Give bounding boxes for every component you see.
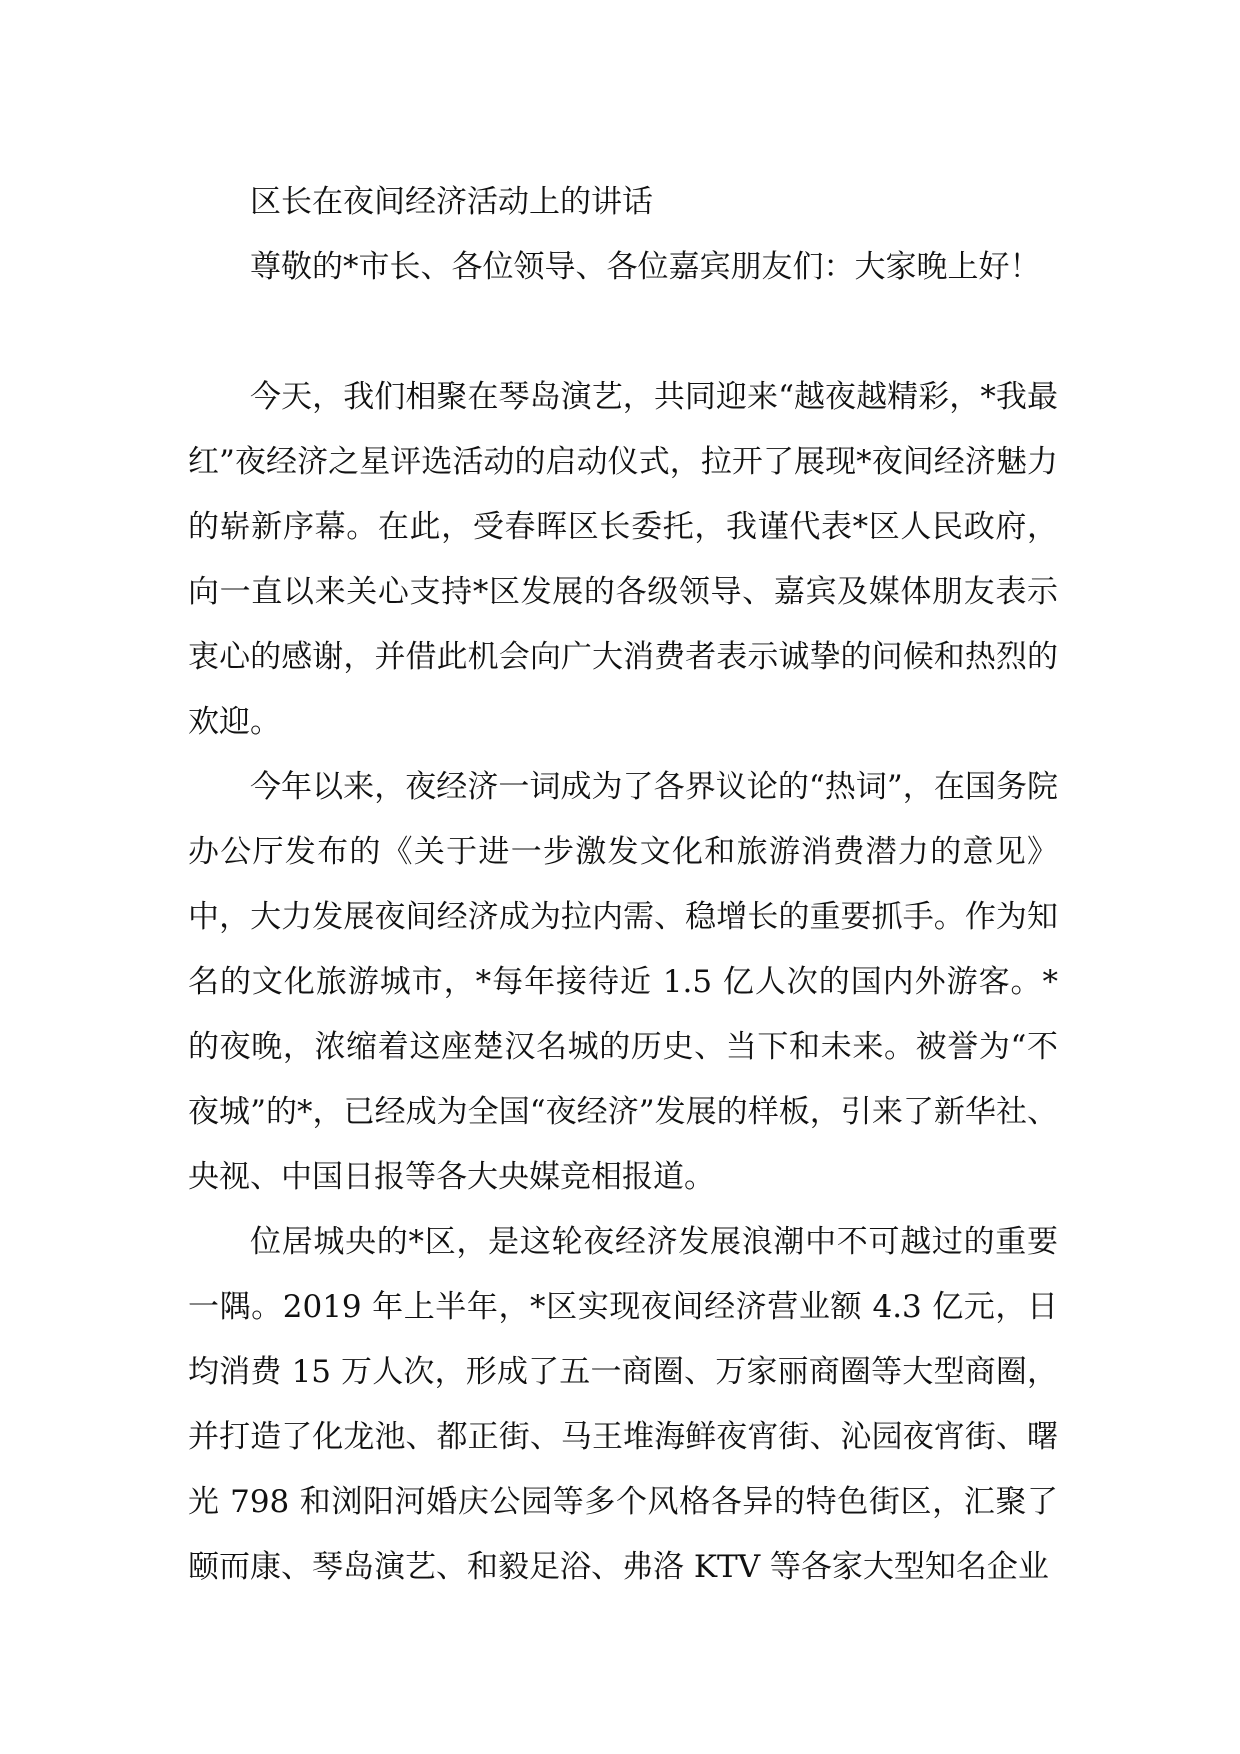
document-title: 区长在夜间经济活动上的讲话 [250,184,653,220]
salutation: 尊敬的*市长、各位领导、各位嘉宾朋友们：大家晚上好！ [250,249,1041,285]
document-body [188,170,1058,1600]
paragraph: 位居城央的*区，是这轮夜经济发展浪潮中不可越过的重要一隅。2019 年上半年，*区实现夜间经济营业额 4.3 亿元，日均消费 15 万人次，形成了五一商圈、万家丽商圈等大型商圈，并打造了化龙池、都正街、马王堆海鲜夜宵街、沁园夜宵街、曙光 798 和浏阳河婚庆公园等多个风格各异的特色街区，汇聚了颐而康、琴岛演艺、和毅足浴、弗洛 KTV 等各家大型知名企业 [188,1224,1058,1585]
paragraph: 今天，我们相聚在琴岛演艺，共同迎来“越夜越精彩，*我最红”夜经济之星评选活动的启动仪式，拉开了展现*夜间经济魅力的崭新序幕。在此，受春晖区长委托，我谨代表*区人民政府，向一直以来关心支持*区发展的各级领导、嘉宾及媒体朋友表示衷心的感谢，并借此机会向广大消费者表示诚挚的问候和热烈的欢迎。 [188,379,1058,740]
paragraph: 今年以来，夜经济一词成为了各界议论的“热词”，在国务院办公厅发布的《关于进一步激发文化和旅游消费潜力的意见》中，大力发展夜间经济成为拉内需、稳增长的重要抓手。作为知名的文化旅游城市，*每年接待近 1.5 亿人次的国内外游客。*的夜晚，浓缩着这座楚汉名城的历史、当下和未来。被誉为“不夜城”的*，已经成为全国“夜经济”发展的样板，引来了新华社、央视、中国日报等各大央媒竞相报道。 [188,769,1058,1195]
